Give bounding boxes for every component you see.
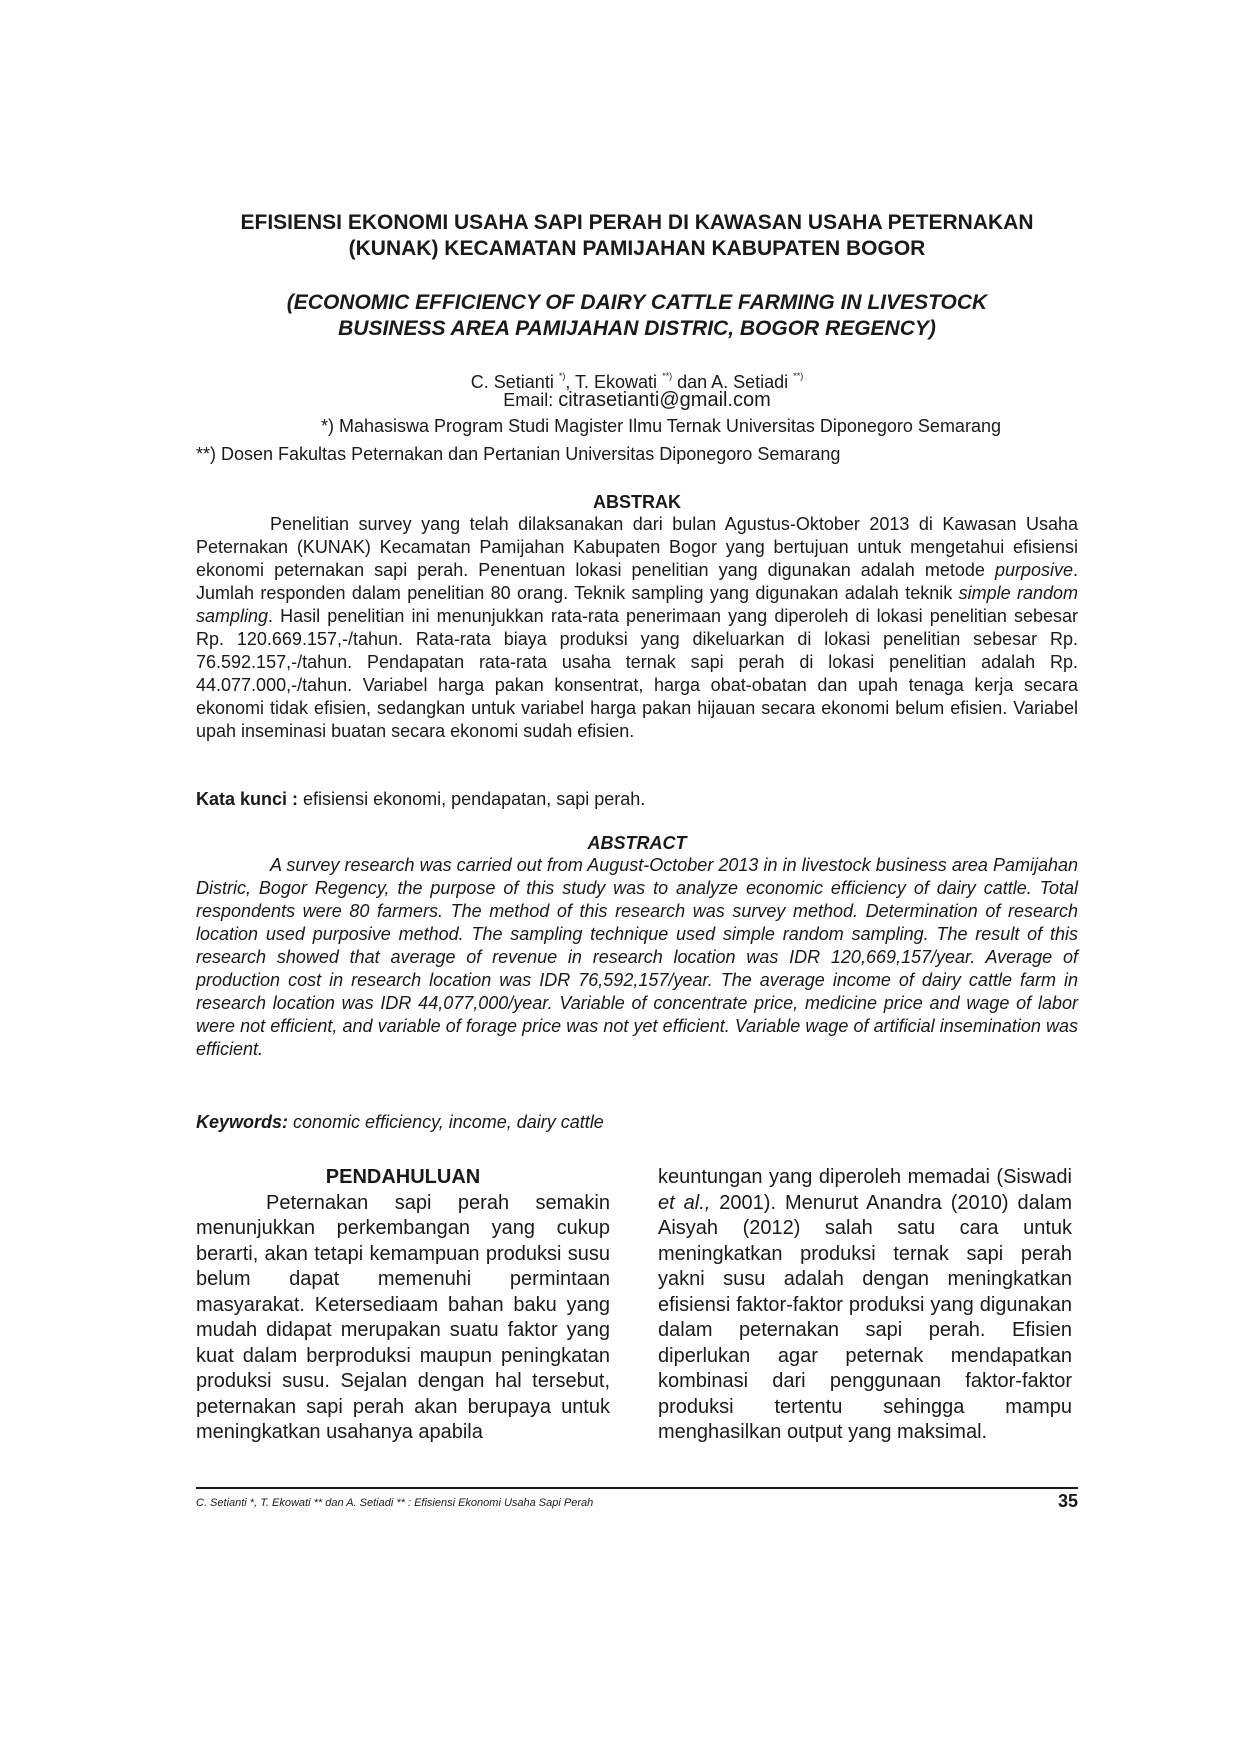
intro-paragraph: Peternakan sapi perah semakin menunjukkan perkembangan yang cukup berarti, akan tetapi kemampuan produksi susu belum dapat memenuhi permintaan masyarakat. Ketersediaam bahan baku yang mudah didapat merupakan suatu faktor yang kuat dalam berproduksi maupun peningkatan produksi susu. Sejalan dengan hal tersebut, peternakan sapi perah akan berupaya untuk meningkatkan usahanya apabila bbox=[196, 1191, 610, 1443]
intro-text: 2001). Menurut Anandra (2010) dalam Aisyah (2012) salah satu cara untuk meningkatkan produksi ternak sapi perah yakni susu adalah dengan meningkatkan efisiensi faktor-faktor produksi yang digunakan dalam peternakan sapi perah. Efisien diperlukan agar peternak mendapatkan kombinasi dari penggunaan faktor-faktor produksi tertentu sehingga mampu menghasilkan output yang maksimal. bbox=[658, 1191, 1072, 1443]
title-en-line: (ECONOMIC EFFICIENCY OF DAIRY CATTLE FARMING IN LIVESTOCK bbox=[286, 291, 988, 314]
abstrak-text: . Hasil penelitian ini menunjukkan rata-rata penerimaan yang diperoleh di lokasi penelitian sebesar Rp. 120.669.157,-/tahun. Rata-rata biaya produksi yang dikeluarkan di lokasi penelitian sebesar Rp. 76.592.157,-/tahun. Pendapatan rata-rata usaha ternak sapi perah di lokasi penelitian adalah Rp. 44.077.000,-/tahun. Variabel harga pakan konsentrat, harga obat-obatan dan upah tenaga kerja secara ekonomi tidak efisien, sedangkan untuk variabel harga pakan hijauan secara ekonomi belum efisien. Variabel upah inseminasi buatan secara ekonomi sudah efisien. bbox=[196, 606, 1078, 741]
affiliation-2: **) Dosen Fakultas Peternakan dan Pertanian Universitas Diponegoro Semarang bbox=[196, 444, 841, 464]
keywords-text: conomic efficiency, income, dairy cattle bbox=[288, 1112, 604, 1132]
title-line: EFISIENSI EKONOMI USAHA SAPI PERAH DI KAWASAN USAHA PETERNAKAN bbox=[240, 211, 1034, 234]
title-en-line: BUSINESS AREA PAMIJAHAN DISTRIC, BOGOR REGENCY) bbox=[338, 317, 936, 340]
abstrak-text: Penelitian survey yang telah dilaksanakan dari bulan Agustus-Oktober 2013 di Kawasan Usaha Peternakan (KUNAK) Kecamatan Pamijahan Kabupaten Bogor yang bertujuan untuk mengetahui efisiensi ekonomi peternakan sapi perah. Penentuan lokasi penelitian yang digunakan adalah metode bbox=[196, 514, 1078, 580]
section-heading-pendahuluan: PENDAHULUAN bbox=[325, 1166, 481, 1188]
abstract-heading: ABSTRACT bbox=[587, 833, 687, 853]
keywords bbox=[196, 1111, 1078, 1133]
intro-paragraph-continued bbox=[658, 1165, 1072, 1446]
kata-kunci-text: efisiensi ekonomi, pendapatan, sapi perah. bbox=[298, 789, 646, 809]
author-name: C. Setianti bbox=[470, 372, 554, 392]
left-column bbox=[196, 1165, 610, 1446]
title-line: (KUNAK) KECAMATAN PAMIJAHAN KABUPATEN BOGOR bbox=[348, 237, 926, 260]
abstrak-italic: purposive bbox=[994, 560, 1073, 580]
abstrak-heading: ABSTRAK bbox=[593, 492, 681, 512]
affiliation-1: *) Mahasiswa Program Studi Magister Ilmu Ternak Universitas Diponegoro Semarang bbox=[321, 416, 1001, 436]
paper-title bbox=[196, 210, 1078, 262]
affiliation-mark: **) bbox=[793, 371, 804, 381]
kata-kunci bbox=[196, 788, 1078, 810]
contact-email bbox=[196, 388, 1078, 412]
affiliation-mark: *) bbox=[558, 371, 566, 381]
kata-kunci-label: Kata kunci : bbox=[196, 789, 299, 809]
email-label: Email: bbox=[503, 390, 559, 410]
intro-italic: et al., bbox=[658, 1191, 711, 1214]
author-name: dan A. Setiadi bbox=[672, 372, 789, 392]
running-footer: C. Setianti *, T. Ekowati ** dan A. Setiadi ** : Efisiensi Ekonomi Usaha Sapi Perah bbox=[196, 1497, 594, 1509]
right-column bbox=[658, 1165, 1072, 1446]
email-address[interactable]: citrasetianti@gmail.com bbox=[558, 389, 771, 411]
abstrak-italic: simple random sampling bbox=[196, 583, 1079, 626]
affiliation-mark: **) bbox=[662, 371, 673, 381]
abstract-body: A survey research was carried out from August-October 2013 in in livestock business area Pamijahan Distric, Bogor Regency, the purpose of this study was to analyze economic efficiency of dairy cattle. Total respondents were 80 farmers. The method of this research was survey method. Determination of research location used purposive method. The sampling technique used simple random sampling. The result of this research showed that average of revenue in research location was IDR 120,669,157/year. Average of production cost in research location was IDR 76,592,157/year. The average income of dairy cattle farm in research location was IDR 44,077,000/year. Variable of concentrate price, medicine price and wage of labor were not efficient, and variable of forage price was not yet efficient. Variable wage of artificial insemination was efficient. bbox=[196, 855, 1078, 1059]
intro-text: keuntungan yang diperoleh memadai (Siswadi bbox=[658, 1166, 1072, 1188]
paper-title-english bbox=[196, 290, 1078, 342]
page-number: 35 bbox=[1057, 1491, 1078, 1511]
abstrak-body bbox=[196, 513, 1078, 743]
footer-divider bbox=[196, 1487, 1078, 1489]
keywords-label: Keywords: bbox=[196, 1112, 289, 1132]
author-name: , T. Ekowati bbox=[565, 372, 658, 392]
abstrak-text: . Jumlah responden dalam penelitian 80 orang. Teknik sampling yang digunakan adalah teknik bbox=[196, 560, 1078, 603]
